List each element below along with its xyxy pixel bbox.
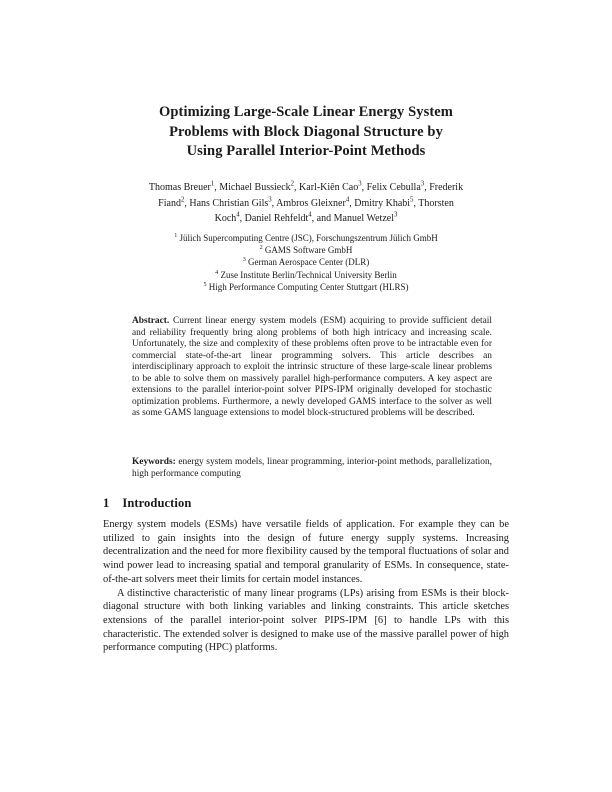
paper-title [0,103,612,162]
author-line-3: Koch$^4$, Daniel Rehfeldt$^4$, and Manuel Wetzel$^3$ [214,211,398,224]
paper-title-line-2: Problems with Block Diagonal Structure by [169,123,443,140]
abstract-label: Abstract. [132,316,170,326]
affiliation-2: $^2$ GAMS Software GmbH [259,245,353,256]
section-number: 1 [103,496,110,510]
keywords-label: Keywords: [132,457,176,467]
author-list [56,180,556,227]
affiliation-1: $^1$ Jülich Supercomputing Centre (JSC), Forschungszentrum Jülich GmbH [174,233,438,243]
section-heading-introduction [103,496,191,511]
paragraph-1: Energy system models (ESMs) have versatile fields of application. For example they can be utilized to gain insights into the design of future energy supply systems. Increasing decentralization and the need for more flexibility caused by the temporal fluctuations of solar and wind power lead to increasing spatial and temporal granularity of ESMs. In consequence, state-of-the-art solvers meet their limits for certain model instances. [103,519,509,585]
keywords-section [132,457,492,480]
affiliation-4: $^4$ Zuse Institute Berlin/Technical University Berlin [215,269,397,280]
paragraph-2: A distinctive characteristic of many linear programs (LPs) arising from ESMs is their block-diagonal structure with both linking variables and linking constraints. This article sketches extensions of the parallel interior-point solver PIPS-IPM [6] to handle LPs with this characteristic. The extended solver is designed to make use of the massive parallel power of high performance computing (HPC) platforms. [103,587,509,654]
paper-title-line-1: Optimizing Large-Scale Linear Energy System [158,104,453,120]
section-title: Introduction [122,496,192,510]
keywords-text: energy system models, linear programming, interior-point methods, parallelization, high performance computing [132,457,492,479]
abstract-text: Current linear energy system models (ESM) acquiring to provide sufficient detail and reliability frequently bring along problems of both high intricacy and increasing scale. Unfortunately, the size and complexity of these problems often prove to be intractable even for commercial state-of-the-art linear programming solvers. This article describes an interdisciplinary approach to exploit the intrinsic structure of these large-scale linear problems to be able to solve them on massively parallel high-performance computers. A key aspect are extensions to the parallel interior-point solver PIPS-IPM originally developed for stochastic optimization problems. Furthermore, a newly developed GAMS interface to the solver as well as some GAMS language extensions to model block-structured problems will be described. [132,316,492,418]
abstract-section [132,316,492,420]
section-body [103,518,509,655]
paper-title-line-3: Using Parallel Interior-Point Methods [186,143,426,159]
author-line-1: Thomas Breuer$^1$, Michael Bussieck$^2$, Karl-Kiên Cao$^3$, Felix Cebulla$^3$, Frederik [148,180,464,193]
affiliation-5: $^5$ High Performance Computing Center Stuttgart (HLRS) [203,281,409,292]
affiliation-list [56,232,556,293]
author-line-2: Fiand$^2$, Hans Christian Gils$^3$, Ambros Gleixner$^4$, Dmitry Khabi$^5$, Thorsten [158,196,454,209]
affiliation-3: $^3$ German Aerospace Center (DLR) [242,257,370,268]
